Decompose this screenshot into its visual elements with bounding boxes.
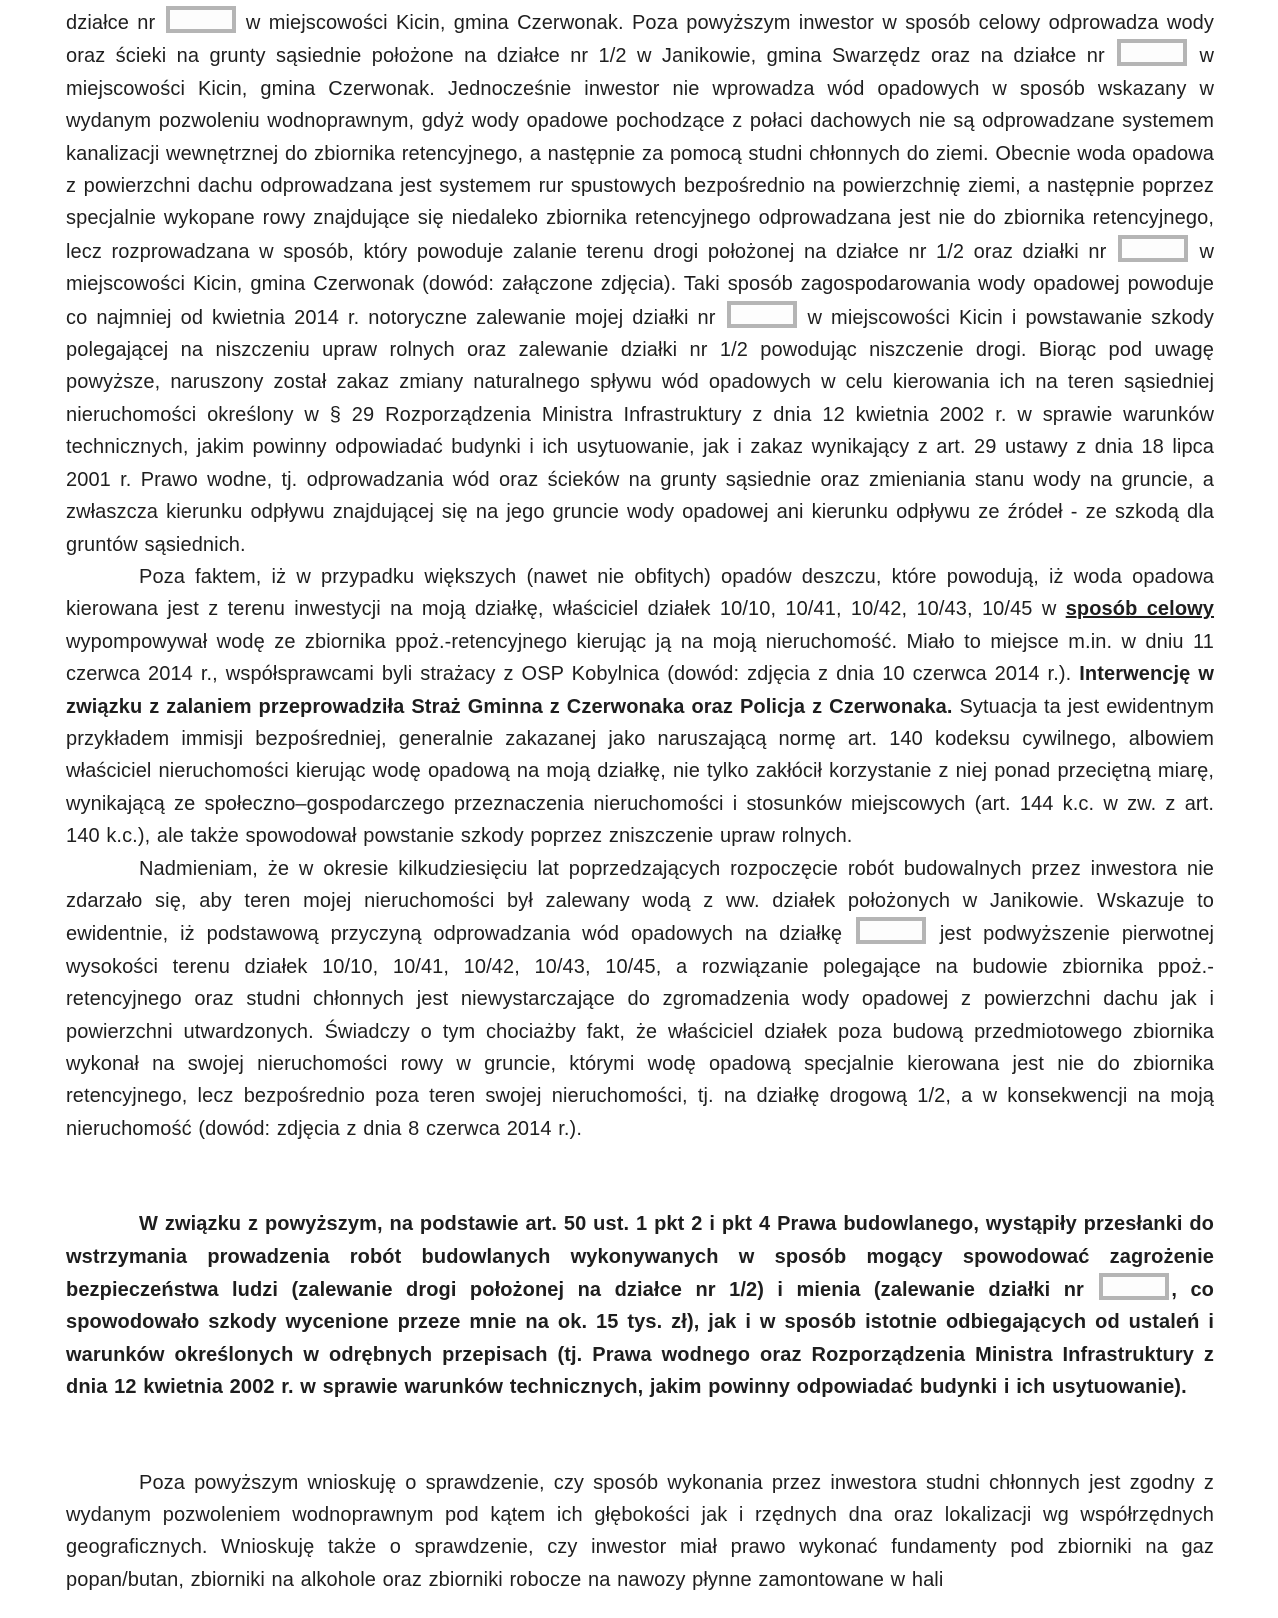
paragraph-continuation [66, 6, 1221, 561]
text-run: jest podwyższenie pierwotnej wysokości terenu działek 10/10, 10/41, 10/42, 10/43, 10/45, a rozwiązanie polegające na budowie zbiornika ppoż.-retencyjnego oraz studni chłonnych jest niewystarczające do zgromadzenia wody opadowej z powierzchni dachu jak i powierzchni utwardzonych. Świadczy o tym chociażby fakt, że właściciel działek poza budową przedmiotowego zbiornika wykonał na swojej nieruchomości rowy w gruncie, którymi wodę opadową specjalnie kierowana jest nie do zbiornika retencyjnego, lecz bezpośrednio poza teren swojej nieruchomości, tj. na działkę drogową 1/2, a w konsekwencji na moją nieruchomość (dowód: zdjęcia z dnia 8 czerwca 2014 r.). [66, 923, 1221, 1140]
text-run: Poza faktem, iż w przypadku większych (nawet nie obfitych) opadów deszczu, które powodują, iż woda opadowa kierowana jest z terenu inwestycji na moją działkę, właściciel działek 10/10, 10/41, 10/42, 10/43, 10/45 w [66, 565, 1221, 621]
paragraph-nadmieniam [66, 853, 1221, 1146]
text-run: Poza powyższym wnioskuję o sprawdzenie, czy sposób wykonania przez inwestora studni chłonnych jest zgodny z wydanym pozwoleniem wodnoprawnym pod kątem ich głębokości jak i rzędnych dna oraz lokalizacji wg współrzędnych geograficznych. Wnioskuję także o sprawdzenie, czy inwestor miał prawo wykonać fundamenty pod zbiorniki na gaz popan/butan, zbiorniki na alkohole oraz zbiorniki robocze na nawozy płynne zamontowane w hali [66, 1471, 1221, 1591]
paragraph-immisja [66, 561, 1221, 853]
text-run: Nadmieniam, że w okresie kilkudziesięciu lat poprzedzających rozpoczęcie robót budowalnych przez inwestora nie zdarzało się, aby teren mojej nieruchomości był zalewany wodą z ww. działek położonych w Janikowie. Wskazuje to ewidentnie, iż podstawową przyczyną odprowadzania wód opadowych na działkę [66, 857, 1221, 946]
document-body [66, 6, 1221, 1596]
redaction-box [1118, 235, 1188, 262]
redaction-box [1099, 1273, 1169, 1300]
text-run: W związku z powyższym, na podstawie art. 50 ust. 1 pkt 2 i pkt 4 Prawa budowlanego, wystąpiły przesłanki do wstrzymania prowadzenia robót budowlanych wykonywanych w sposób mogący spowodować zagrożenie bezpieczeństwa ludzi (zalewanie drogi położonej na działce nr 1/2) i mienia (zalewanie działki nr [66, 1213, 1221, 1302]
text-run: działce nr [66, 12, 164, 34]
text-run: , co spowodowało szkody wycenione przeze mnie na ok. 15 tys. zł), jak i w sposób istotnie odbiegających od ustaleń i warunków określonych w odrębnych przepisach (tj. Prawa wodnego oraz Rozporządzenia Ministra Infrastruktury z dnia 12 kwietnia 2002 r. w sprawie warunków technicznych, jakim powinny odpowiadać budynki i ich usytuowanie). [66, 1279, 1221, 1399]
redaction-box [166, 6, 236, 33]
text-run: w miejscowości Kicin, gmina Czerwonak. Poza powyższym inwestor w sposób celowy odprowadza wody oraz ścieki na grunty sąsiednie położone na działce nr 1/2 w Janikowie, gmina Swarzędz oraz na działce nr [66, 12, 1221, 68]
paragraph-wniosek-wstrzymanie [66, 1208, 1221, 1403]
text-run: Interwencję w związku z zalaniem przeprowadziła Straż Gminna z Czerwonaka oraz Policja z Czerwonaka. [66, 663, 1221, 718]
text-run: w miejscowości Kicin, gmina Czerwonak (dowód: załączone zdjęcia). Taki sposób zagospodarowania wody opadowej powoduje co najmniej od kwietnia 2014 r. notoryczne zalewanie mojej działki nr [66, 240, 1221, 329]
text-run: wypompowywał wodę ze zbiornika ppoż.-retencyjnego kierując ją na moją nieruchomość. Miało to miejsce m.in. w dniu 11 czerwca 2014 r., współsprawcami byli strażacy z OSP Kobylnica (dowód: zdjęcia z dnia 10 czerwca 2014 r.). [66, 598, 1221, 686]
redaction-box [1117, 39, 1187, 66]
text-run: w miejscowości Kicin i powstawanie szkody polegającej na niszczeniu upraw rolnych oraz zalewanie działki nr 1/2 powodując niszczenie drogi. Biorąc pod uwagę powyższe, naruszony został zakaz zmiany naturalnego spływu wód opadowych w celu kierowania ich na teren sąsiedniej nieruchomości określony w § 29 Rozporządzenia Ministra Infrastruktury z dnia 12 kwietnia 2002 r. w sprawie warunków technicznych, jakim powinny odpowiadać budynki i ich usytuowanie, jak i zakaz wynikający z art. 29 ustawy z dnia 18 lipca 2001 r. Prawo wodne, tj. odprowadzania wód oraz ścieków na grunty sąsiednie oraz zmieniania stanu wody na gruncie, a zwłaszcza kierunku odpływu znajdującej się na jego gruncie wody opadowej ani kierunku odpływu ze źródeł - ze szkodą dla gruntów sąsiednich. [66, 306, 1221, 556]
text-run: Sytuacja ta jest ewidentnym przykładem immisji bezpośredniej, generalnie zakazanej jako naruszającą normę art. 140 kodeksu cywilnego, albowiem właściciel nieruchomości kierując wodę opadową na moją działkę, nie tylko zakłócił korzystanie z niej ponad przeciętną miarę, wynikającą ze społeczno–gospodarczego przeznaczenia nieruchomości i stosunków miejscowych (art. 144 k.c. w zw. z art. 140 k.c.), ale także spowodował powstanie szkody poprzez zniszczenie upraw rolnych. [66, 695, 1221, 848]
text-run: sposób celowy [1065, 598, 1215, 621]
text-run: w miejscowości Kicin, gmina Czerwonak. Jednocześnie inwestor nie wprowadza wód opadowych w sposób wskazany w wydanym pozwoleniu wodnoprawnym, gdyż wody opadowe pochodzące z połaci dachowych nie są odprowadzane systemem kanalizacji wewnętrznej do zbiornika retencyjnego, a następnie za pomocą studni chłonnych do ziemi. Obecnie woda opadowa z powierzchni dachu odprowadzana jest systemem rur spustowych bezpośrednio na powierzchnię ziemi, a następnie poprzez specjalnie wykopane rowy znajdujące się niedaleko zbiornika retencyjnego odprowadzana jest nie do zbiornika retencyjnego, lecz rozprowadzana w sposób, który powoduje zalanie terenu drogi położonej na działce nr 1/2 oraz działki nr [66, 45, 1221, 263]
redaction-box [856, 917, 926, 944]
paragraph-wniosek-sprawdzenie [66, 1467, 1221, 1597]
redaction-box [727, 301, 797, 328]
